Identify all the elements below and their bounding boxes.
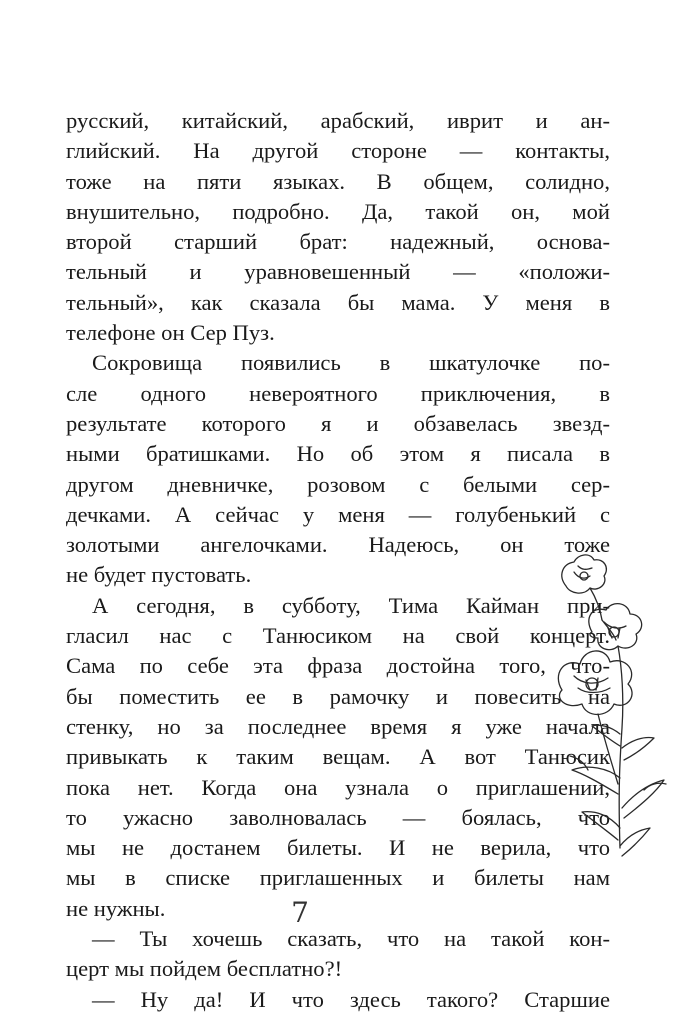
text-line: пока нет. Когда она узнала о приглашении, [66, 774, 610, 800]
poppy-flowers-icon [548, 548, 676, 866]
text-line: бы поместить ее в рамочку и повесить на [66, 683, 610, 709]
text-line: глийский. На другой стороне — контакты, [66, 138, 610, 164]
text-line: не будет пустовать. [66, 562, 252, 588]
text-line: то ужасно заволновалась — боялась, что [66, 804, 610, 830]
text-line: тельный и уравновешенный — «положи- [66, 259, 610, 285]
text-line: мы не достанем билеты. И не верила, что [66, 835, 610, 861]
text-line: золотыми ангелочками. Надеюсь, он тоже [66, 532, 610, 558]
text-line: не нужны. [66, 895, 166, 921]
text-line: Сама по себе эта фраза достойна того, что- [66, 653, 610, 679]
text-line: второй старший брат: надежный, основа- [66, 229, 610, 255]
text-line: телефоне он Сер Пуз. [66, 320, 275, 346]
page-number: 7 [291, 896, 309, 929]
text-line: тоже на пяти языках. В общем, солидно, [66, 168, 610, 194]
text-line: гласил нас с Танюсиком на свой концерт. [66, 623, 610, 649]
text-line: тельный», как сказала бы мама. У меня в [66, 289, 610, 315]
text-line: дечками. А сейчас у меня — голубенький с [66, 501, 610, 527]
text-line: стенку, но за последнее время я уже начала [66, 713, 610, 739]
text-line: внушительно, подробно. Да, такой он, мой [66, 198, 610, 224]
text-line: — Ты хочешь сказать, что на такой кон- [92, 926, 610, 952]
body-text [66, 106, 610, 1015]
text-line: сле одного невероятного приключения, в [66, 380, 610, 406]
text-line: результате которого я и обзавелась звезд- [66, 410, 610, 436]
text-line: русский, китайский, арабский, иврит и ан- [66, 108, 610, 133]
text-line: привыкать к таким вещам. А вот Танюсик [66, 744, 610, 770]
text-line: мы в списке приглашенных и билеты нам [66, 865, 610, 891]
text-line: другом дневничке, розовом с белыми сер- [66, 471, 610, 497]
text-line: ными братишками. Но об этом я писала в [66, 441, 610, 467]
text-line: церт мы пойдем бесплатно?! [66, 956, 343, 982]
text-line: А сегодня, в субботу, Тима Кайман при- [92, 592, 610, 618]
text-line: — Ну да! И что здесь такого? Старшие [92, 986, 610, 1012]
text-line: Сокровища появились в шкатулочке по- [92, 350, 610, 376]
